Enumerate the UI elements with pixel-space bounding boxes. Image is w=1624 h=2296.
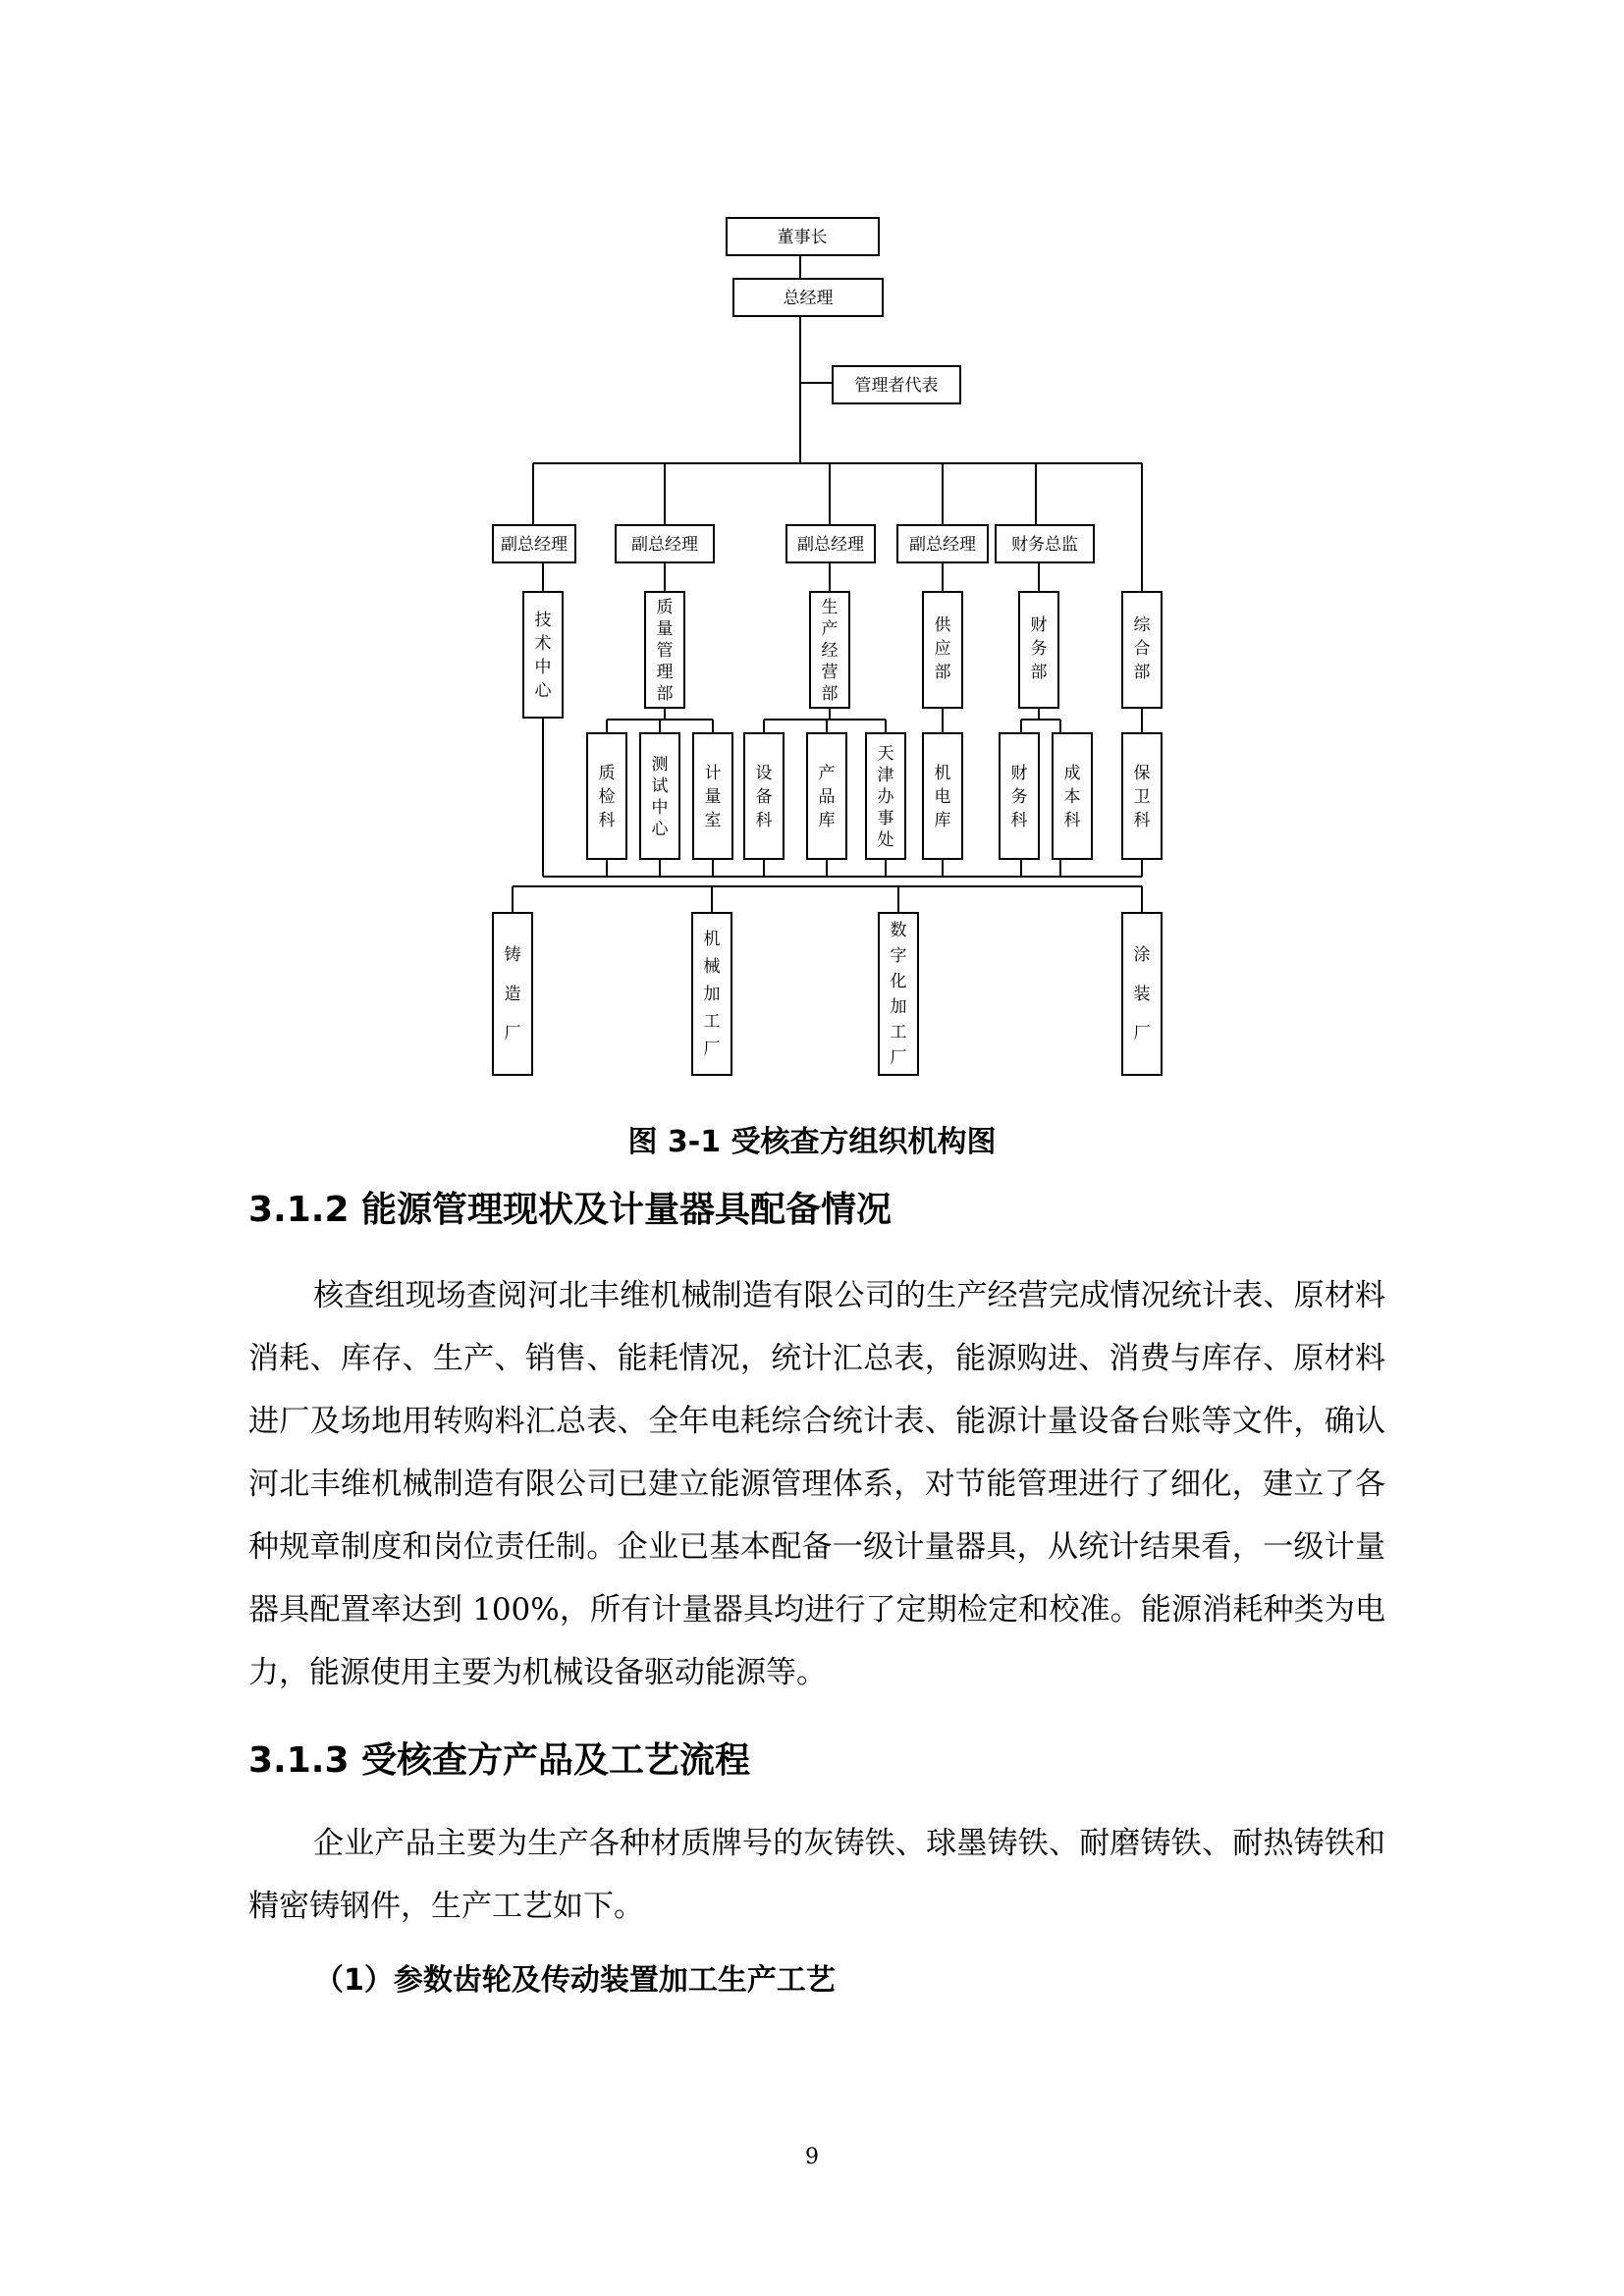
testing-center-label: 测试中心	[651, 755, 669, 839]
quality-dept-label: 质量管理部	[656, 598, 674, 704]
section-3-1-3-body: 企业产品主要为生产各种材质牌号的灰铸铁、球墨铸铁、耐磨铸铁、耐热铸铁和精密铸钢件，生产工艺如下。	[248, 1826, 1385, 1924]
product-warehouse-label: 产品库	[818, 764, 836, 830]
chairman-label: 董事长	[777, 228, 828, 247]
general-manager-label: 总经理	[783, 289, 834, 308]
finance-section-label: 财务科	[1010, 764, 1028, 830]
supply-dept-label: 供应部	[934, 615, 951, 682]
electromech-warehouse-label: 机电库	[934, 764, 951, 830]
section-heading-3-1-2: 3.1.2 能源管理现状及计量器具配备情况	[248, 1190, 893, 1230]
equipment-section-label: 设备科	[755, 764, 773, 830]
digital-machining-plant-label: 数字化加工厂	[890, 921, 907, 1068]
page-number: 9	[805, 2145, 819, 2169]
section-3-1-2-body: 核查组现场查阅河北丰维机械制造有限公司的生产经营完成情况统计表、原材料消耗、库存、生产、销售、能耗情况，统计汇总表，能源购进、消费与库存、原材料进厂及场地用转购料汇总表、全年电耗综合统计表、能源计量设备台账等文件，确认河北丰维机械制造有限公司已建立能源管理体系，对节能管理进行了细化，建立了各种规章制度和岗位责任制。企业已基本配备一级计量器具，从统计结果看，一级计量器具配置率达到 100%，所有计量器具均进行了定期检定和校准。能源消耗种类为电力，能源使用主要为机械设备驱动能源等。	[248, 1278, 1385, 1690]
vp2-label: 副总经理	[631, 535, 698, 555]
tianjin-office-label: 天津办事处	[877, 744, 894, 850]
cost-section-label: 成本科	[1063, 764, 1081, 830]
production-dept-label: 生产经营部	[821, 598, 839, 704]
section-heading-3-1-3: 3.1.3 受核查方产品及工艺流程	[248, 1740, 751, 1781]
vp1-label: 副总经理	[501, 535, 568, 555]
quality-inspection-label: 质检科	[598, 764, 616, 830]
testing-center-box	[640, 733, 679, 859]
general-dept-label: 综合部	[1133, 615, 1151, 682]
org-chart	[0, 0, 1624, 1090]
management-rep-label: 管理者代表	[854, 376, 939, 396]
figure-caption: 图 3-1 受核查方组织机构图	[627, 1125, 997, 1159]
vp4-label: 副总经理	[909, 535, 976, 555]
vp3-label: 副总经理	[797, 535, 864, 555]
subheading-process-1: （1）参数齿轮及传动装置加工生产工艺	[314, 1963, 836, 1998]
cfo-label: 财务总监	[1011, 535, 1078, 555]
foundry-label: 铸造厂	[504, 945, 521, 1043]
security-section-label: 保卫科	[1133, 764, 1151, 830]
coating-plant-label: 涂装厂	[1133, 945, 1151, 1043]
tech-center-label: 技术中心	[534, 611, 552, 701]
finance-dept-label: 财务部	[1030, 615, 1048, 682]
metrology-room-label: 计量室	[704, 764, 722, 830]
machining-plant-label: 机械加工厂	[703, 930, 721, 1059]
